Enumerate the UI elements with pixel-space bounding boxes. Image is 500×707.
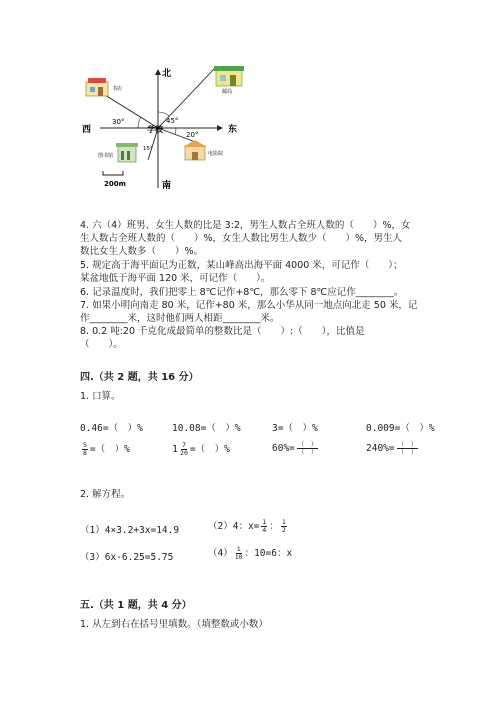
scale-label: 200m	[104, 180, 126, 188]
question-6-line-1: 6. 记录温度时，我们把零上 8℃记作+8℃，那么零下 8℃应记作________。	[80, 287, 404, 298]
angle-30-label: 30°	[112, 118, 125, 126]
fraction-1-4	[261, 519, 267, 534]
fraction-numerator: 1	[281, 518, 286, 526]
cinema-icon	[183, 140, 207, 160]
label-west: 西	[82, 125, 92, 135]
calc-item-4: 0.009=（ ）%	[366, 423, 435, 434]
question-8-line-1: 8. 0.2 吨:20 千克化成最简单的整数比是（ ）:（ ），比值是	[80, 326, 365, 337]
fraction-denominator: 4	[262, 526, 267, 534]
calc-item-6	[172, 441, 230, 457]
question-5-line-2: 某盆地低于海平面 120 米，可记作（ ）。	[80, 273, 271, 284]
question-8-line-2: （ ）。	[80, 339, 123, 350]
label-east: 东	[228, 125, 238, 135]
scale-bar	[103, 171, 123, 175]
calc-item-6-rest: =（ ）%	[189, 444, 230, 455]
question-7-line-2: 作________米，这时他们两人相距________米。	[80, 313, 280, 324]
direction-map-figure	[80, 60, 255, 195]
angle-45-label: 45°	[166, 117, 179, 125]
arc-30	[138, 117, 141, 128]
section-5-title: 五.（共 1 题，共 4 分）	[80, 600, 192, 611]
equation-4-rest: ：10=6：x	[244, 548, 293, 559]
angle-20-label: 20°	[186, 131, 199, 139]
subquestion-2-title: 2. 解方程。	[80, 489, 131, 500]
library-label: 图书馆	[98, 153, 114, 159]
fraction-denominator: 8	[83, 449, 87, 457]
equation-4	[208, 545, 292, 561]
section-4-title: 四.（共 2 题，共 16 分）	[80, 372, 199, 383]
equation-2	[208, 518, 289, 534]
question-4-line-2: 生人数占全班人数的（ ）%，女生人数比男生人数少（ ）%，男生人	[80, 233, 403, 244]
question-7-line-1: 7. 如果小明向南走 80 米，记作+80 米，那么小华从同一地点向北走 50 米，记	[80, 300, 418, 311]
post-office-label: 邮局	[222, 89, 233, 95]
question-5-line-1: 5. 规定高于海平面记为正数，某山峰高出海平面 4000 米，可记作（ ）；	[80, 260, 403, 271]
fraction-numerator: （ ）	[397, 440, 418, 448]
calc-item-5-rest: =（ ）%	[89, 444, 130, 455]
fraction-denominator: 10	[234, 553, 243, 561]
fraction-numerator: 1	[236, 545, 241, 553]
question-4-line-3: 数比女生人数多（ ）%。	[80, 246, 204, 257]
fraction-numerator: （ ）	[297, 440, 318, 448]
equation-4-pre: （4）	[208, 548, 233, 559]
calc-item-3: 3=（ ）%	[272, 423, 318, 434]
equation-3: （3）6x-6.25=5.75	[80, 552, 174, 563]
fraction-blank	[397, 441, 419, 456]
arc-20	[175, 128, 176, 134]
equation-2-mid: ：	[269, 521, 279, 532]
fraction-denominator: （ ）	[397, 448, 418, 456]
fraction-denominator: 20	[180, 449, 188, 457]
calc-item-8	[366, 441, 420, 456]
calc-item-7	[272, 441, 320, 456]
fraction-numerator: 7	[181, 441, 186, 449]
fraction-numerator: 1	[262, 518, 267, 526]
post-office-icon	[214, 66, 244, 86]
library-icon	[116, 143, 138, 162]
arc-45	[158, 112, 169, 116]
equation-2-pre: （2）4：x=	[208, 521, 260, 532]
fraction-1-2	[281, 519, 287, 534]
cinema-label: 电影院	[208, 151, 224, 157]
bookstore-label: 书店	[112, 86, 123, 92]
fraction-denominator: 2	[281, 526, 286, 534]
label-school: 学校	[147, 125, 163, 134]
subquestion-1-title: 1. 口算。	[80, 391, 121, 402]
calc-item-8-pre: 240%=	[366, 443, 395, 454]
fraction-1-10	[235, 546, 243, 561]
calc-item-1: 0.46=（ ）%	[80, 423, 143, 434]
fraction-numerator: 5	[83, 441, 87, 449]
fraction-7-20	[180, 442, 188, 457]
label-north: 北	[162, 69, 172, 79]
calc-item-2: 10.08=（ ）%	[172, 423, 241, 434]
fraction-5-8	[82, 442, 88, 457]
fraction-blank	[297, 441, 319, 456]
angle-15-label: 15°	[143, 146, 153, 152]
fraction-denominator: （ ）	[297, 448, 318, 456]
calc-item-7-pre: 60%=	[272, 443, 295, 454]
calc-item-5	[80, 441, 130, 457]
mixed-number-whole: 1	[172, 444, 179, 455]
section-5-question-1: 1. 从左到右在括号里填数。（填整数或小数）	[80, 619, 268, 630]
label-south: 南	[162, 181, 172, 191]
equation-1: （1）4×3.2+3x=14.9	[80, 525, 180, 536]
question-4-line-1: 4. 六（4）班男、女生人数的比是 3:2，男生人数占全班人数的（ ）%，女	[80, 220, 411, 231]
bookstore-icon	[86, 78, 108, 96]
